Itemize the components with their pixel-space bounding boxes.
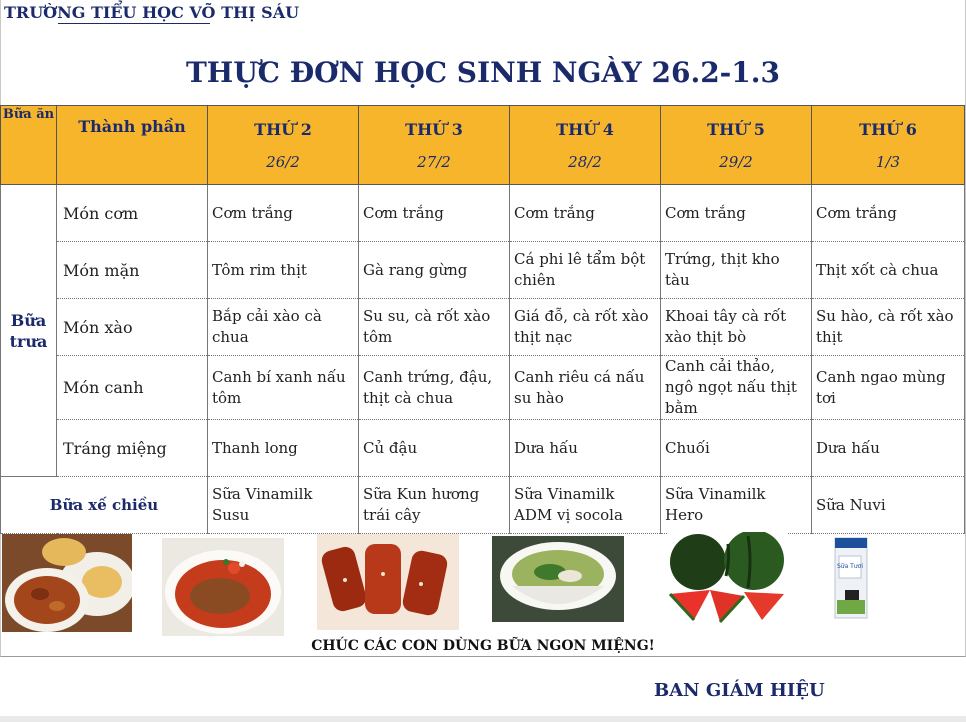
day-name: THỨ 5 (707, 119, 765, 139)
glazed-pork-ribs-photo (317, 534, 459, 630)
table-row (1, 420, 965, 477)
component-column-header: Thành phần (57, 106, 208, 185)
closing-wish: CHÚC CÁC CON DÙNG BỮA NGON MIỆNG! (311, 638, 655, 654)
snack-row (1, 477, 965, 534)
dish-cell: Cơm trắng (208, 185, 359, 242)
component-label: Món canh (57, 356, 208, 420)
day-date: 29/2 (719, 152, 753, 171)
school-name: TRƯỜNG TIỂU HỌC VÕ THỊ SÁU (4, 3, 300, 22)
lunch-group-label: Bữa trưa (1, 185, 57, 477)
food-photos (0, 528, 966, 638)
dish-cell: Thịt xốt cà chua (812, 242, 965, 299)
dish-cell: Canh riêu cá nấu su hào (510, 356, 661, 420)
day-name: THỨ 2 (254, 119, 312, 139)
dish-cell: Cá phi lê tẩm bột chiên (510, 242, 661, 299)
snack-cell: Sữa Kun hương trái cây (359, 477, 510, 534)
dish-cell: Canh bí xanh nấu tôm (208, 356, 359, 420)
school-underline (58, 23, 210, 24)
day-date: 26/2 (266, 152, 300, 171)
dish-cell: Canh ngao mùng tơi (812, 356, 965, 420)
component-label: Tráng miệng (57, 420, 208, 477)
snack-cell: Sữa Nuvi (812, 477, 965, 534)
dish-cell: Canh cải thảo, ngô ngọt nấu thịt bằm (661, 356, 812, 420)
dish-cell: Cơm trắng (661, 185, 812, 242)
dish-cell: Bắp cải xào cà chua (208, 299, 359, 356)
dish-cell: Thanh long (208, 420, 359, 477)
table-row (1, 356, 965, 420)
dish-cell: Gà rang gừng (359, 242, 510, 299)
signature-board: BAN GIÁM HIỆU (654, 680, 825, 701)
day-name: THỨ 3 (405, 119, 463, 139)
day-header-fri (812, 106, 965, 185)
day-header-wed (510, 106, 661, 185)
dish-cell: Dưa hấu (510, 420, 661, 477)
table-row (1, 185, 965, 242)
dish-cell: Dưa hấu (812, 420, 965, 477)
snack-cell: Sữa Vinamilk Susu (208, 477, 359, 534)
menu-table (0, 105, 965, 534)
snack-label: Bữa xế chiều (1, 477, 208, 534)
bottom-strip (0, 716, 966, 722)
dish-cell: Trứng, thịt kho tàu (661, 242, 812, 299)
component-label: Món cơm (57, 185, 208, 242)
stew-with-bread-photo (2, 534, 132, 632)
day-header-mon (208, 106, 359, 185)
dish-cell: Cơm trắng (812, 185, 965, 242)
dish-cell: Cơm trắng (510, 185, 661, 242)
dish-cell: Su su, cà rốt xào tôm (359, 299, 510, 356)
page-title: THỰC ĐƠN HỌC SINH NGÀY 26.2-1.3 (185, 56, 781, 89)
fish-in-tomato-sauce-photo (162, 538, 284, 636)
component-label: Món mặn (57, 242, 208, 299)
milk-carton-label: Sữa Tươi (836, 563, 864, 570)
table-header-row (1, 106, 965, 185)
dish-cell: Cơm trắng (359, 185, 510, 242)
component-label: Món xào (57, 299, 208, 356)
day-header-tue (359, 106, 510, 185)
day-date: 27/2 (417, 152, 451, 171)
day-name: THỨ 6 (859, 119, 917, 139)
watermelon-photo (668, 532, 788, 624)
snack-cell: Sữa Vinamilk Hero (661, 477, 812, 534)
day-header-thu (661, 106, 812, 185)
dish-cell: Giá đỗ, cà rốt xào thịt nạc (510, 299, 661, 356)
dish-cell: Tôm rim thịt (208, 242, 359, 299)
snack-cell: Sữa Vinamilk ADM vị socola (510, 477, 661, 534)
dish-cell: Khoai tây cà rốt xào thịt bò (661, 299, 812, 356)
dish-cell: Canh trứng, đậu, thịt cà chua (359, 356, 510, 420)
meal-column-header: Bữa ăn (1, 106, 57, 185)
day-date: 28/2 (568, 152, 602, 171)
vegetable-soup-photo (492, 536, 624, 622)
table-row (1, 299, 965, 356)
dish-cell: Su hào, cà rốt xào thịt (812, 299, 965, 356)
day-date: 1/3 (875, 152, 901, 171)
dish-cell: Củ đậu (359, 420, 510, 477)
table-row (1, 242, 965, 299)
dish-cell: Chuối (661, 420, 812, 477)
day-name: THỨ 4 (556, 119, 614, 139)
milk-carton-photo (833, 534, 871, 620)
